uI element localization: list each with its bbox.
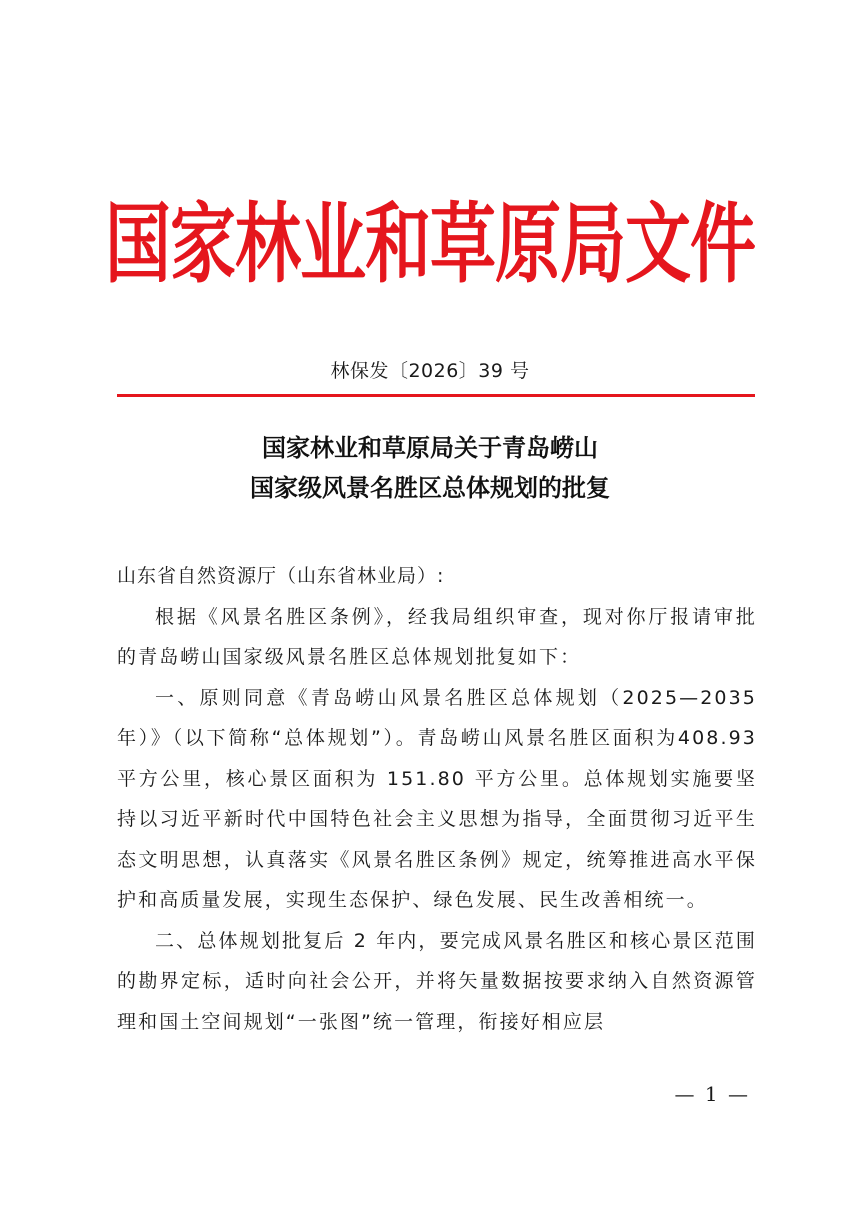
document-masthead: 国家林业和草原局文件	[105, 192, 755, 296]
red-separator-line	[117, 394, 755, 397]
document-title-line-1: 国家林业和草原局关于青岛崂山	[262, 433, 598, 462]
body-paragraph: 一、原则同意《青岛崂山风景名胜区总体规划（2025—2035年）》（以下简称“总体规划”）。青岛崂山风景名胜区面积为408.93 平方公里，核心景区面积为 151.80 平方公里。总体规划实施要坚持以习近平新时代中国特色社会主义思想为指导，全面贯彻习近平生态文明思想，认真落实《风景名胜区条例》规定，统筹推进高水平保护和高质量发展，实现生态保护、绿色发展、民生改善相统一。	[117, 686, 757, 911]
body-paragraph: 二、总体规划批复后 2 年内，要完成风景名胜区和核心景区范围的勘界定标，适时向社会公开，并将矢量数据按要求纳入自然资源管理和国土空间规划“一张图”统一管理，衔接好相应层	[117, 929, 757, 1033]
document-number: 林保发〔2026〕39 号	[330, 360, 530, 382]
document-body	[117, 556, 757, 1042]
document-title	[0, 428, 860, 508]
document-title-line-2: 国家级风景名胜区总体规划的批复	[250, 473, 610, 502]
addressee: 山东省自然资源厅（山东省林业局）:	[117, 565, 445, 587]
page-number: — 1 —	[674, 1082, 750, 1106]
body-paragraph: 根据《风景名胜区条例》，经我局组织审查，现对你厅报请审批的青岛崂山国家级风景名胜区总体规划批复如下：	[117, 605, 757, 668]
